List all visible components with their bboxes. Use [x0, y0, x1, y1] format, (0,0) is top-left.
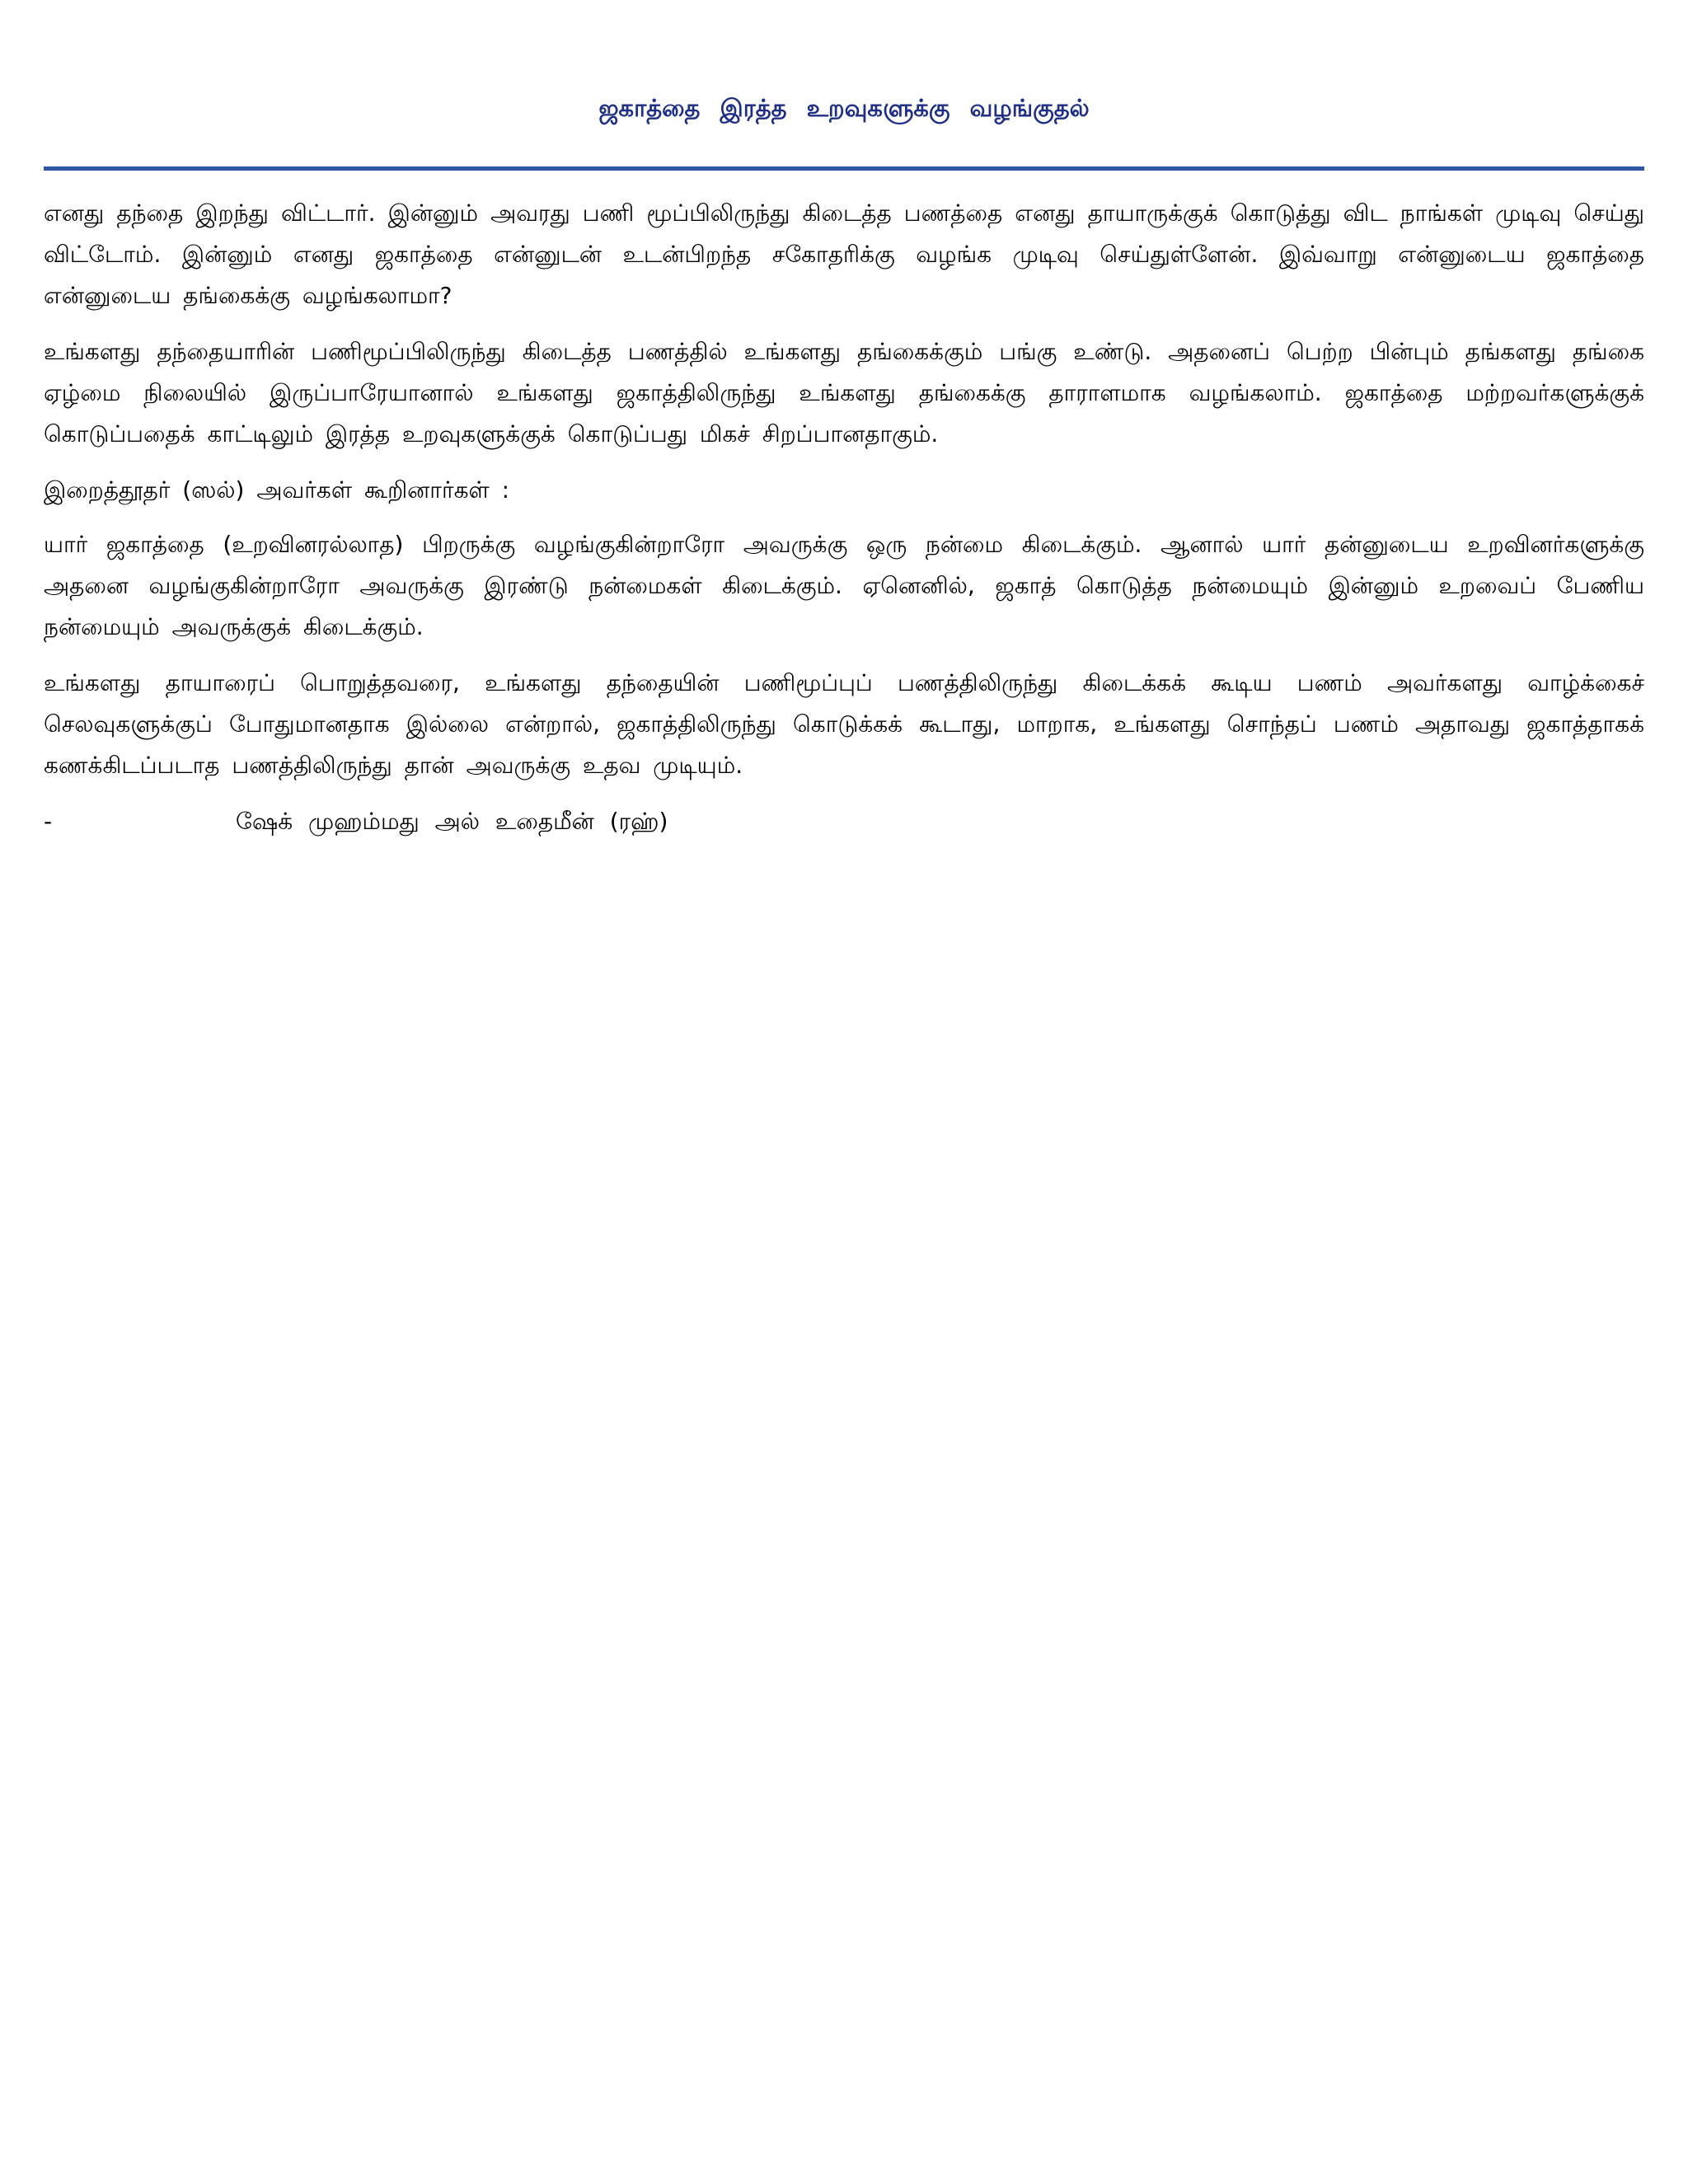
- document-title: ஜகாத்தை இரத்த உறவுகளுக்கு வழங்குதல்: [598, 94, 1090, 122]
- signature-line: [44, 801, 1644, 844]
- signature-author: ஷேக் முஹம்மது அல் உதைமீன் (ரஹ்): [236, 808, 668, 835]
- title-divider: [44, 166, 1644, 171]
- signature-dash: -: [44, 808, 53, 835]
- question-paragraph: எனது தந்தை இறந்து விட்டார். இன்னும் அவரது பணி மூப்பிலிருந்து கிடைத்த பணத்தை எனது தாயாருக்குக் கொடுத்து விட நாங்கள் முடிவு செய்து விட்டோம். இன்னும் எனது ஜகாத்தை என்னுடன் உடன்பிறந்த சகோதரிக்கு வழங்க முடிவு செய்துள்ளேன். இவ்வாறு என்னுடைய ஜகாத்தை என்னுடைய தங்கைக்கு வழங்கலாமா?: [44, 199, 1644, 309]
- hadith-paragraph: யார் ஜகாத்தை (உறவினரல்லாத) பிறருக்கு வழங்குகின்றாரோ அவருக்கு ஒரு நன்மை கிடைக்கும். ஆனால் யார் தன்னுடைய உறவினர்களுக்கு அதனை வழங்குகின்றாரோ அவருக்கு இரண்டு நன்மைகள் கிடைக்கும். ஏனெனில், ஜகாத் கொடுத்த நன்மையும் இன்னும் உறவைப் பேணிய நன்மையும் அவருக்குக் கிடைக்கும்.: [44, 531, 1644, 640]
- document-body: [44, 193, 1644, 844]
- mother-paragraph: உங்களது தாயாரைப் பொறுத்தவரை, உங்களது தந்தையின் பணிமூப்புப் பணத்திலிருந்து கிடைக்கக் கூடிய பணம் அவர்களது வாழ்க்கைச் செலவுகளுக்குப் போதுமானதாக இல்லை என்றால், ஜகாத்திலிருந்து கொடுக்கக் கூடாது, மாறாக, உங்களது சொந்தப் பணம் அதாவது ஜகாத்தாகக் கணக்கிடப்படாத பணத்திலிருந்து தான் அவருக்கு உதவ முடியும்.: [44, 669, 1644, 779]
- hadith-intro: இறைத்தூதர் (ஸல்) அவர்கள் கூறினார்கள் :: [44, 476, 510, 504]
- answer-paragraph: உங்களது தந்தையாரின் பணிமூப்பிலிருந்து கிடைத்த பணத்தில் உங்களது தங்கைக்கும் பங்கு உண்டு. அதனைப் பெற்ற பின்பும் தங்களது தங்கை ஏழ்மை நிலையில் இருப்பாரேயானால் உங்களது ஜகாத்திலிருந்து உங்களது தங்கைக்கு தாராளமாக வழங்கலாம். ஜகாத்தை மற்றவர்களுக்குக் கொடுப்பதைக் காட்டிலும் இரத்த உறவுகளுக்குக் கொடுப்பது மிகச் சிறப்பானதாகும்.: [44, 338, 1644, 448]
